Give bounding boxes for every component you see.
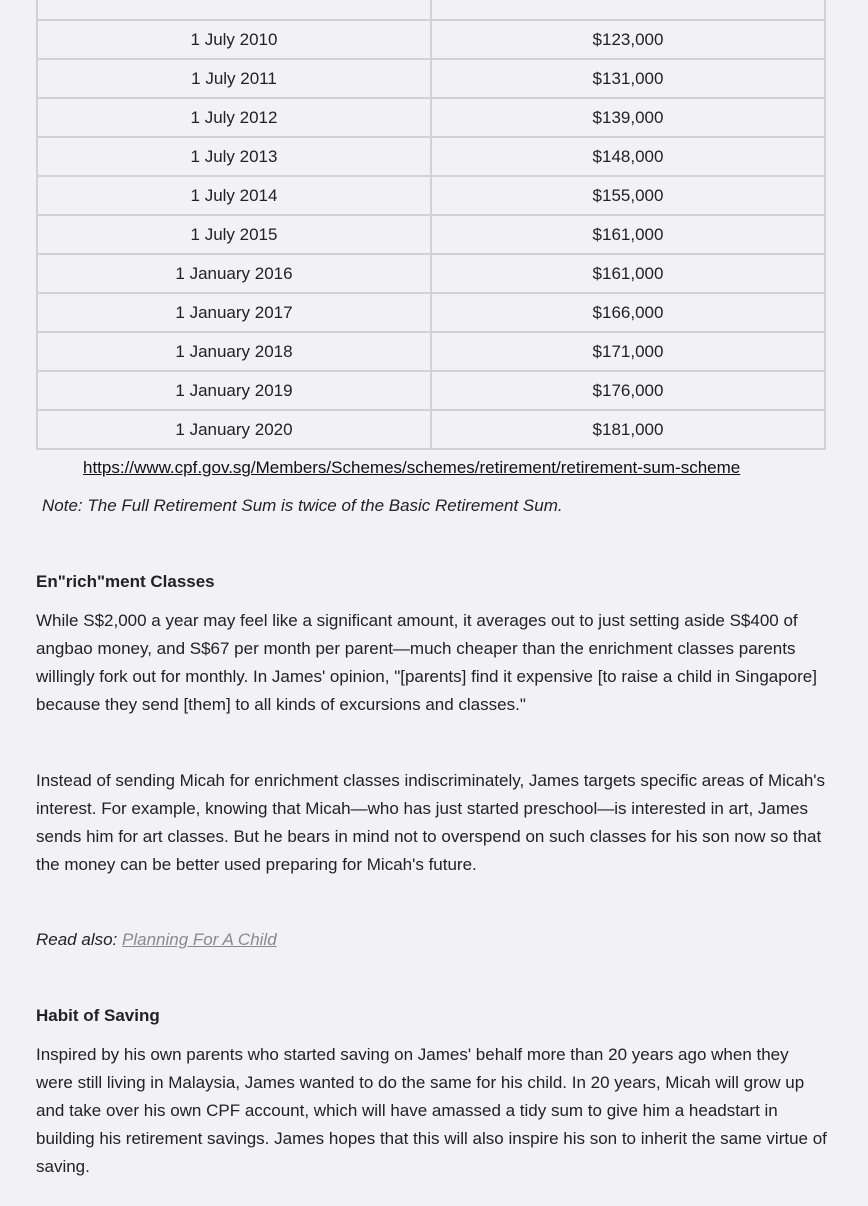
table-cell-date: 1 January 2018 xyxy=(37,332,431,371)
table-cell-amount: $181,000 xyxy=(431,410,825,449)
planning-for-a-child-link[interactable]: Planning For A Child xyxy=(122,930,277,949)
table-cell-amount: $161,000 xyxy=(431,254,825,293)
table-cell-amount xyxy=(431,0,825,20)
table-row xyxy=(37,98,825,137)
table-row xyxy=(37,332,825,371)
table-cell-date: 1 July 2014 xyxy=(37,176,431,215)
table-cell-amount: $155,000 xyxy=(431,176,825,215)
table-row xyxy=(37,59,825,98)
read-also-label: Read also: xyxy=(36,930,122,949)
cpf-source-link[interactable]: https://www.cpf.gov.sg/Members/Schemes/schemes/retirement/retirement-sum-scheme xyxy=(83,458,741,477)
read-also xyxy=(36,930,277,950)
table-row xyxy=(37,293,825,332)
table-row xyxy=(37,20,825,59)
table-cell-amount: $161,000 xyxy=(431,215,825,254)
table-cell-amount: $171,000 xyxy=(431,332,825,371)
table-cell-date xyxy=(37,0,431,20)
saving-paragraph: Inspired by his own parents who started saving on James' behalf more than 20 years ago when they were still living in Malaysia, James wanted to do the same for his child. In 20 years, Micah will grow up and take over his own CPF account, which will have amassed a tidy sum to give him a headstart in building his retirement savings. James hopes that this will also inspire his son to inherit the same virtue of saving. xyxy=(36,1045,827,1176)
table-cell-date: 1 July 2011 xyxy=(37,59,431,98)
table-cell-date: 1 July 2010 xyxy=(37,20,431,59)
table-row xyxy=(37,137,825,176)
table-row xyxy=(37,371,825,410)
table-row-header-cut xyxy=(37,0,825,20)
table-cell-amount: $139,000 xyxy=(431,98,825,137)
table-cell-date: 1 July 2013 xyxy=(37,137,431,176)
table-cell-date: 1 January 2019 xyxy=(37,371,431,410)
saving-heading: Habit of Saving xyxy=(36,1006,160,1025)
table-row xyxy=(37,215,825,254)
table-cell-amount: $131,000 xyxy=(431,59,825,98)
table-cell-date: 1 January 2020 xyxy=(37,410,431,449)
table-row xyxy=(37,410,825,449)
table-cell-date: 1 July 2015 xyxy=(37,215,431,254)
table-cell-date: 1 July 2012 xyxy=(37,98,431,137)
table-cell-amount: $123,000 xyxy=(431,20,825,59)
retirement-sum-table-body xyxy=(37,0,825,449)
retirement-sum-note: Note: The Full Retirement Sum is twice of the Basic Retirement Sum. xyxy=(42,496,563,515)
enrichment-paragraph-2: Instead of sending Micah for enrichment classes indiscriminately, James targets specific areas of Micah's interest. For example, knowing that Micah—who has just started preschool—is interested in art, James sends him for art classes. But he bears in mind not to overspend on such classes for his son now so that the money can be better used preparing for Micah's future. xyxy=(36,771,826,874)
retirement-sum-table xyxy=(36,0,826,450)
table-cell-date: 1 January 2017 xyxy=(37,293,431,332)
table-cell-amount: $176,000 xyxy=(431,371,825,410)
table-cell-amount: $166,000 xyxy=(431,293,825,332)
table-row xyxy=(37,254,825,293)
table-cell-amount: $148,000 xyxy=(431,137,825,176)
enrichment-paragraph-1: While S$2,000 a year may feel like a significant amount, it averages out to just setting aside S$400 of angbao money, and S$67 per month per parent—much cheaper than the enrichment classes parents willingly fork out for monthly. In James' opinion, "[parents] find it expensive [to raise a child in Singapore] because they send [them] to all kinds of excursions and classes." xyxy=(36,611,817,714)
enrichment-heading: En"rich"ment Classes xyxy=(36,572,215,591)
table-cell-date: 1 January 2016 xyxy=(37,254,431,293)
table-row xyxy=(37,176,825,215)
